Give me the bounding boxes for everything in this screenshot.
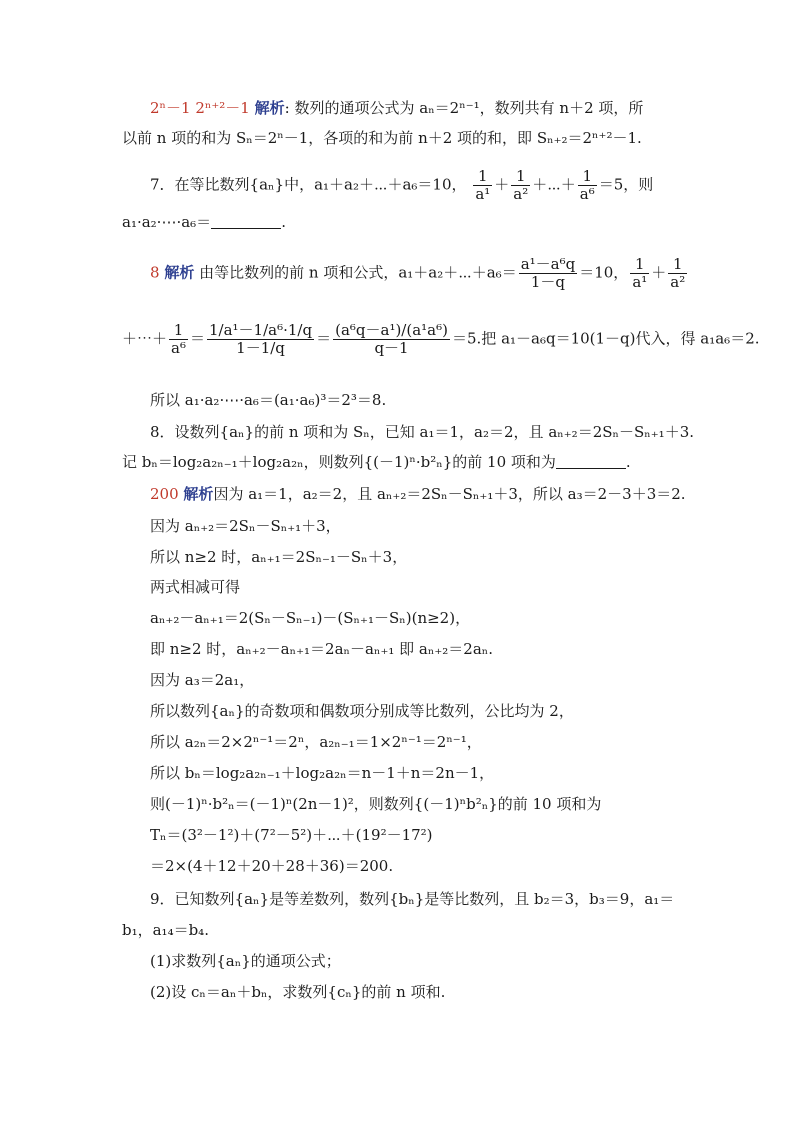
answer-line-7: 8 解析 由等比数列的前 n 项和公式，a₁＋a₂＋⋯＋a₆＝ $\frac{\text{a¹－a⁶q}}{1-q}$ ＝10， $\frac{1}{\text{a¹}}$ ＋ $\frac{1}{\text{a²}}$ [150, 255, 686, 291]
question-7-text-end: ＝5，则 [598, 175, 654, 194]
fraction [630, 256, 649, 291]
text-line: 所以 bₙ＝log₂a₂ₙ₋₁＋log₂a₂ₙ＝n－1＋n＝2n－1， [150, 764, 495, 782]
fraction-den: 1－1/q [236, 339, 285, 357]
fraction-num: 1 [511, 168, 530, 186]
text-line: 两式相减可得 [150, 578, 241, 596]
question-9-part-2: (2)设 cₙ＝aₙ＋bₙ，求数列{cₙ}的前 n 项和. [150, 983, 446, 1001]
answer-blank [211, 214, 281, 229]
fraction-num: 1 [473, 168, 492, 186]
fraction-num: 1 [578, 168, 597, 186]
fraction-num: 1 [668, 256, 687, 274]
text-line: 则(－1)ⁿ·b²ₙ＝(－1)ⁿ(2n－1)²，则数列{(－1)ⁿb²ₙ}的前 10 项和为 [150, 795, 602, 813]
question-8-line-2: 记 bₙ＝log₂a₂ₙ₋₁＋log₂a₂ₙ，则数列{(－1)ⁿ·b²ₙ}的前 10 项和为 . [122, 453, 631, 471]
question-9-part-1: (1)求数列{aₙ}的通项公式； [150, 952, 341, 970]
fraction-den: q－1 [374, 339, 409, 357]
analysis-label: 解析 [164, 263, 195, 282]
question-7-prompt: a₁·a₂·⋯·a₆＝ [122, 213, 212, 231]
complex-fraction [207, 322, 314, 357]
answer-7: 8 [150, 263, 160, 282]
answer-line-6 [150, 98, 643, 118]
question-9-line-2: b₁，a₁₄＝b₄. [122, 921, 209, 939]
text-line: 所以数列{aₙ}的奇数项和偶数项分别成等比数列，公比均为 2， [150, 702, 574, 720]
text-line: 所以 a₂ₙ＝2×2ⁿ⁻¹＝2ⁿ，a₂ₙ₋₁＝1×2ⁿ⁻¹＝2ⁿ⁻¹， [150, 733, 482, 751]
analysis-text: ＝5.把 a₁－a₆q＝10(1－q)代入，得 a₁a₆＝2. [451, 329, 760, 348]
fraction-num: 1/a¹－1/a⁶·1/q [209, 321, 313, 339]
analysis-label: 解析 [254, 99, 285, 117]
analysis-text: 由等比数列的前 n 项和公式，a₁＋a₂＋⋯＋a₆＝ [199, 263, 517, 282]
fraction-num: (a⁶q－a¹)/(a¹a⁶) [335, 321, 448, 339]
fraction [473, 168, 492, 203]
fraction [578, 168, 597, 203]
text-line: Tₙ＝(3²－1²)＋(7²－5²)＋⋯＋(19²－17²) [150, 826, 433, 844]
fraction-den: a¹ [632, 273, 648, 291]
question-7-blank-line: a₁·a₂·⋯·a₆＝ . [122, 213, 286, 231]
answer-8: 200 [150, 485, 179, 503]
fraction-den: a⁶ [171, 339, 186, 357]
text-line: 因为 aₙ₊₂＝2Sₙ－Sₙ₊₁＋3， [150, 517, 341, 535]
question-8: 8．设数列{aₙ}的前 n 项和为 Sₙ，已知 a₁＝1，a₂＝2，且 aₙ₊₂＝2Sₙ－Sₙ₊₁＋3. [150, 423, 695, 441]
complex-fraction [333, 322, 450, 357]
question-8-text: 记 bₙ＝log₂a₂ₙ₋₁＋log₂a₂ₙ，则数列{(－1)ⁿ·b²ₙ}的前 10 项和为 [122, 453, 556, 471]
analysis-text: ＋⋯＋ [122, 329, 168, 348]
fraction [169, 322, 188, 357]
text-line: aₙ₊₂－aₙ₊₁＝2(Sₙ－Sₙ₋₁)－(Sₙ₊₁－Sₙ)(n≥2)， [150, 609, 471, 627]
fraction-num: 1 [630, 256, 649, 274]
analysis-text: 因为 a₁＝1，a₂＝2，且 aₙ₊₂＝2Sₙ－Sₙ₊₁＋3，所以 a₃＝2－3＋3＝2. [213, 485, 686, 503]
fraction-den: a¹ [475, 185, 491, 203]
analysis-label: 解析 [183, 485, 214, 503]
text-line: 即 n≥2 时，aₙ₊₂－aₙ₊₁＝2aₙ－aₙ₊₁ 即 aₙ₊₂＝2aₙ. [150, 640, 494, 658]
fraction-den: a² [670, 273, 686, 291]
fraction [668, 256, 687, 291]
question-7-text: 7．在等比数列{aₙ}中，a₁＋a₂＋⋯＋a₆＝10， [150, 175, 467, 194]
fraction-num: a¹－a⁶q [520, 255, 576, 273]
fraction-den: 1－q [530, 273, 566, 291]
fraction [519, 256, 578, 291]
analysis-line: ＋⋯＋ $\frac{1}{\text{a⁶}}$ ＝ $\frac{\text{1/a¹－1/a⁶·1/q}}{1-1/q}$ ＝ $\frac{\text{(a⁶q－a¹)/(a¹a⁶)}}{q-1}$ ＝5.把 a₁－a₆q＝10(1－q)代入，得 a₁a₆＝2. [122, 321, 760, 357]
analysis-text: : 数列的通项公式为 aₙ＝2ⁿ⁻¹，数列共有 n＋2 项，所 [284, 99, 644, 117]
answer-6: 2ⁿ－1 2ⁿ⁺²－1 [150, 99, 250, 117]
answer-line-8 [150, 484, 686, 504]
text-line: 因为 a₃＝2a₁， [150, 671, 255, 689]
question-9: 9．已知数列{aₙ}是等差数列，数列{bₙ}是等比数列，且 b₂＝3，b₃＝9，a₁＝ [150, 890, 675, 908]
fraction-num: 1 [169, 322, 188, 340]
question-7: 7．在等比数列{aₙ}中，a₁＋a₂＋⋯＋a₆＝10， $\frac{1}{\text{a¹}}$ ＋ $\frac{1}{\text{a²}}$ ＋⋯＋ $\frac{1}{\text{a⁶}}$ ＝5，则 [150, 167, 654, 203]
text-line: 所以 n≥2 时，aₙ₊₁＝2Sₙ₋₁－Sₙ＋3， [150, 548, 408, 566]
fraction-den: a⁶ [579, 185, 595, 203]
answer-blank [556, 454, 626, 469]
text-line: ＝2×(4＋12＋20＋28＋36)＝200. [150, 857, 394, 875]
analysis-text: ＝10， [579, 263, 629, 282]
fraction [511, 168, 530, 203]
text-line: 以前 n 项的和为 Sₙ＝2ⁿ－1，各项的和为前 n＋2 项的和，即 Sₙ₊₂＝2ⁿ⁺²－1. [122, 129, 642, 147]
text-line: 所以 a₁·a₂·⋯·a₆＝(a₁·a₆)³＝2³＝8. [150, 391, 387, 409]
fraction-den: a² [513, 185, 529, 203]
